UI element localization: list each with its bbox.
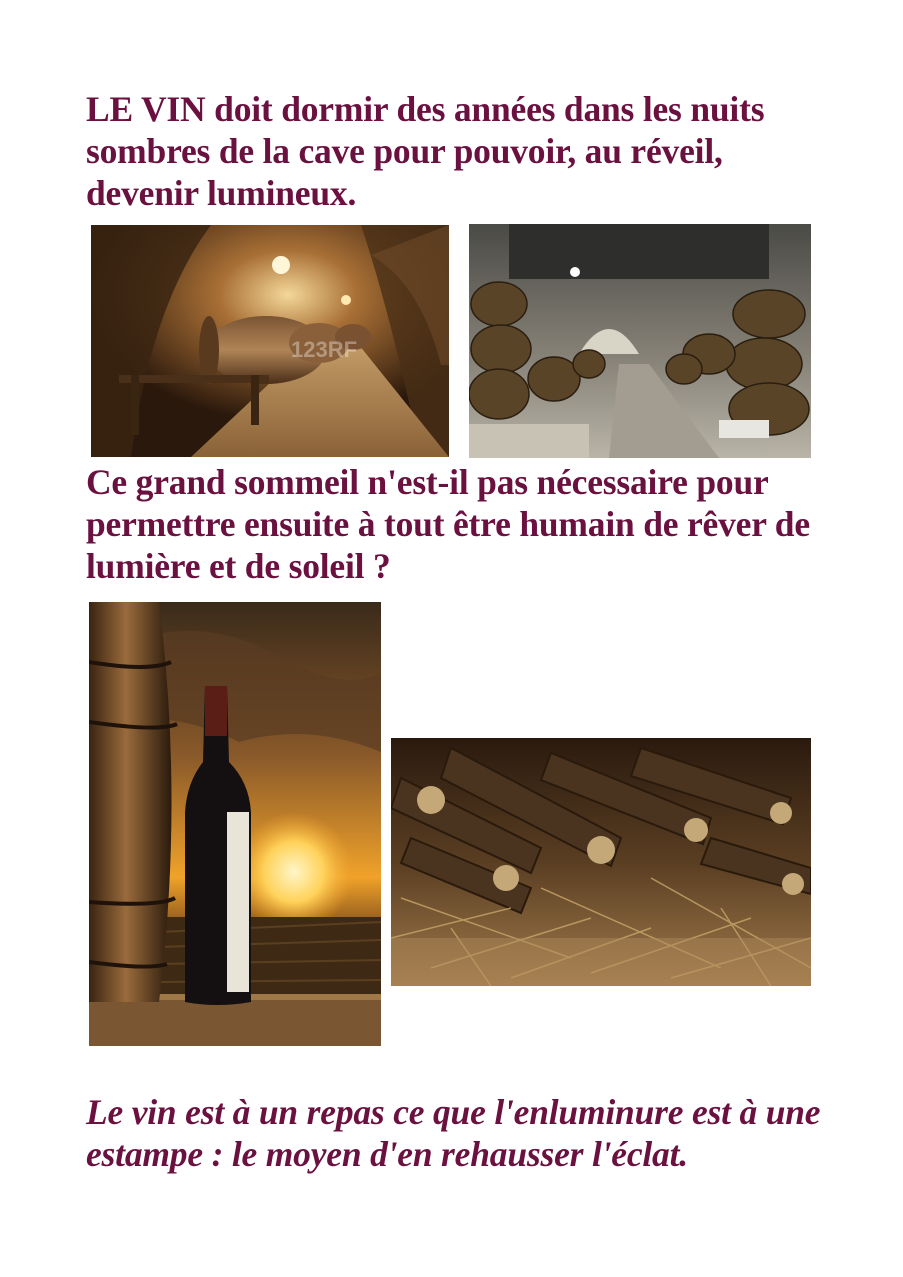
intro-paragraph: LE VIN doit dormir des années dans les nuits sombres de la cave pour pouvoir, au réveil, devenir lumineux.	[86, 89, 765, 213]
question-paragraph: Ce grand sommeil n'est-il pas nécessaire pour permettre ensuite à tout être humain de rêver de lumière et de soleil ?	[86, 462, 810, 586]
cellar-tunnel-photo	[91, 225, 449, 457]
quote-paragraph: Le vin est à un repas ce que l'enluminure est à une estampe : le moyen d'en rehausser l'éclat.	[86, 1092, 821, 1174]
svg-text:123RF: 123RF	[291, 337, 358, 362]
bottle-sunset-photo	[89, 602, 381, 1046]
barrel-hall-photo	[469, 224, 811, 458]
dusty-bottles-photo	[391, 738, 811, 986]
